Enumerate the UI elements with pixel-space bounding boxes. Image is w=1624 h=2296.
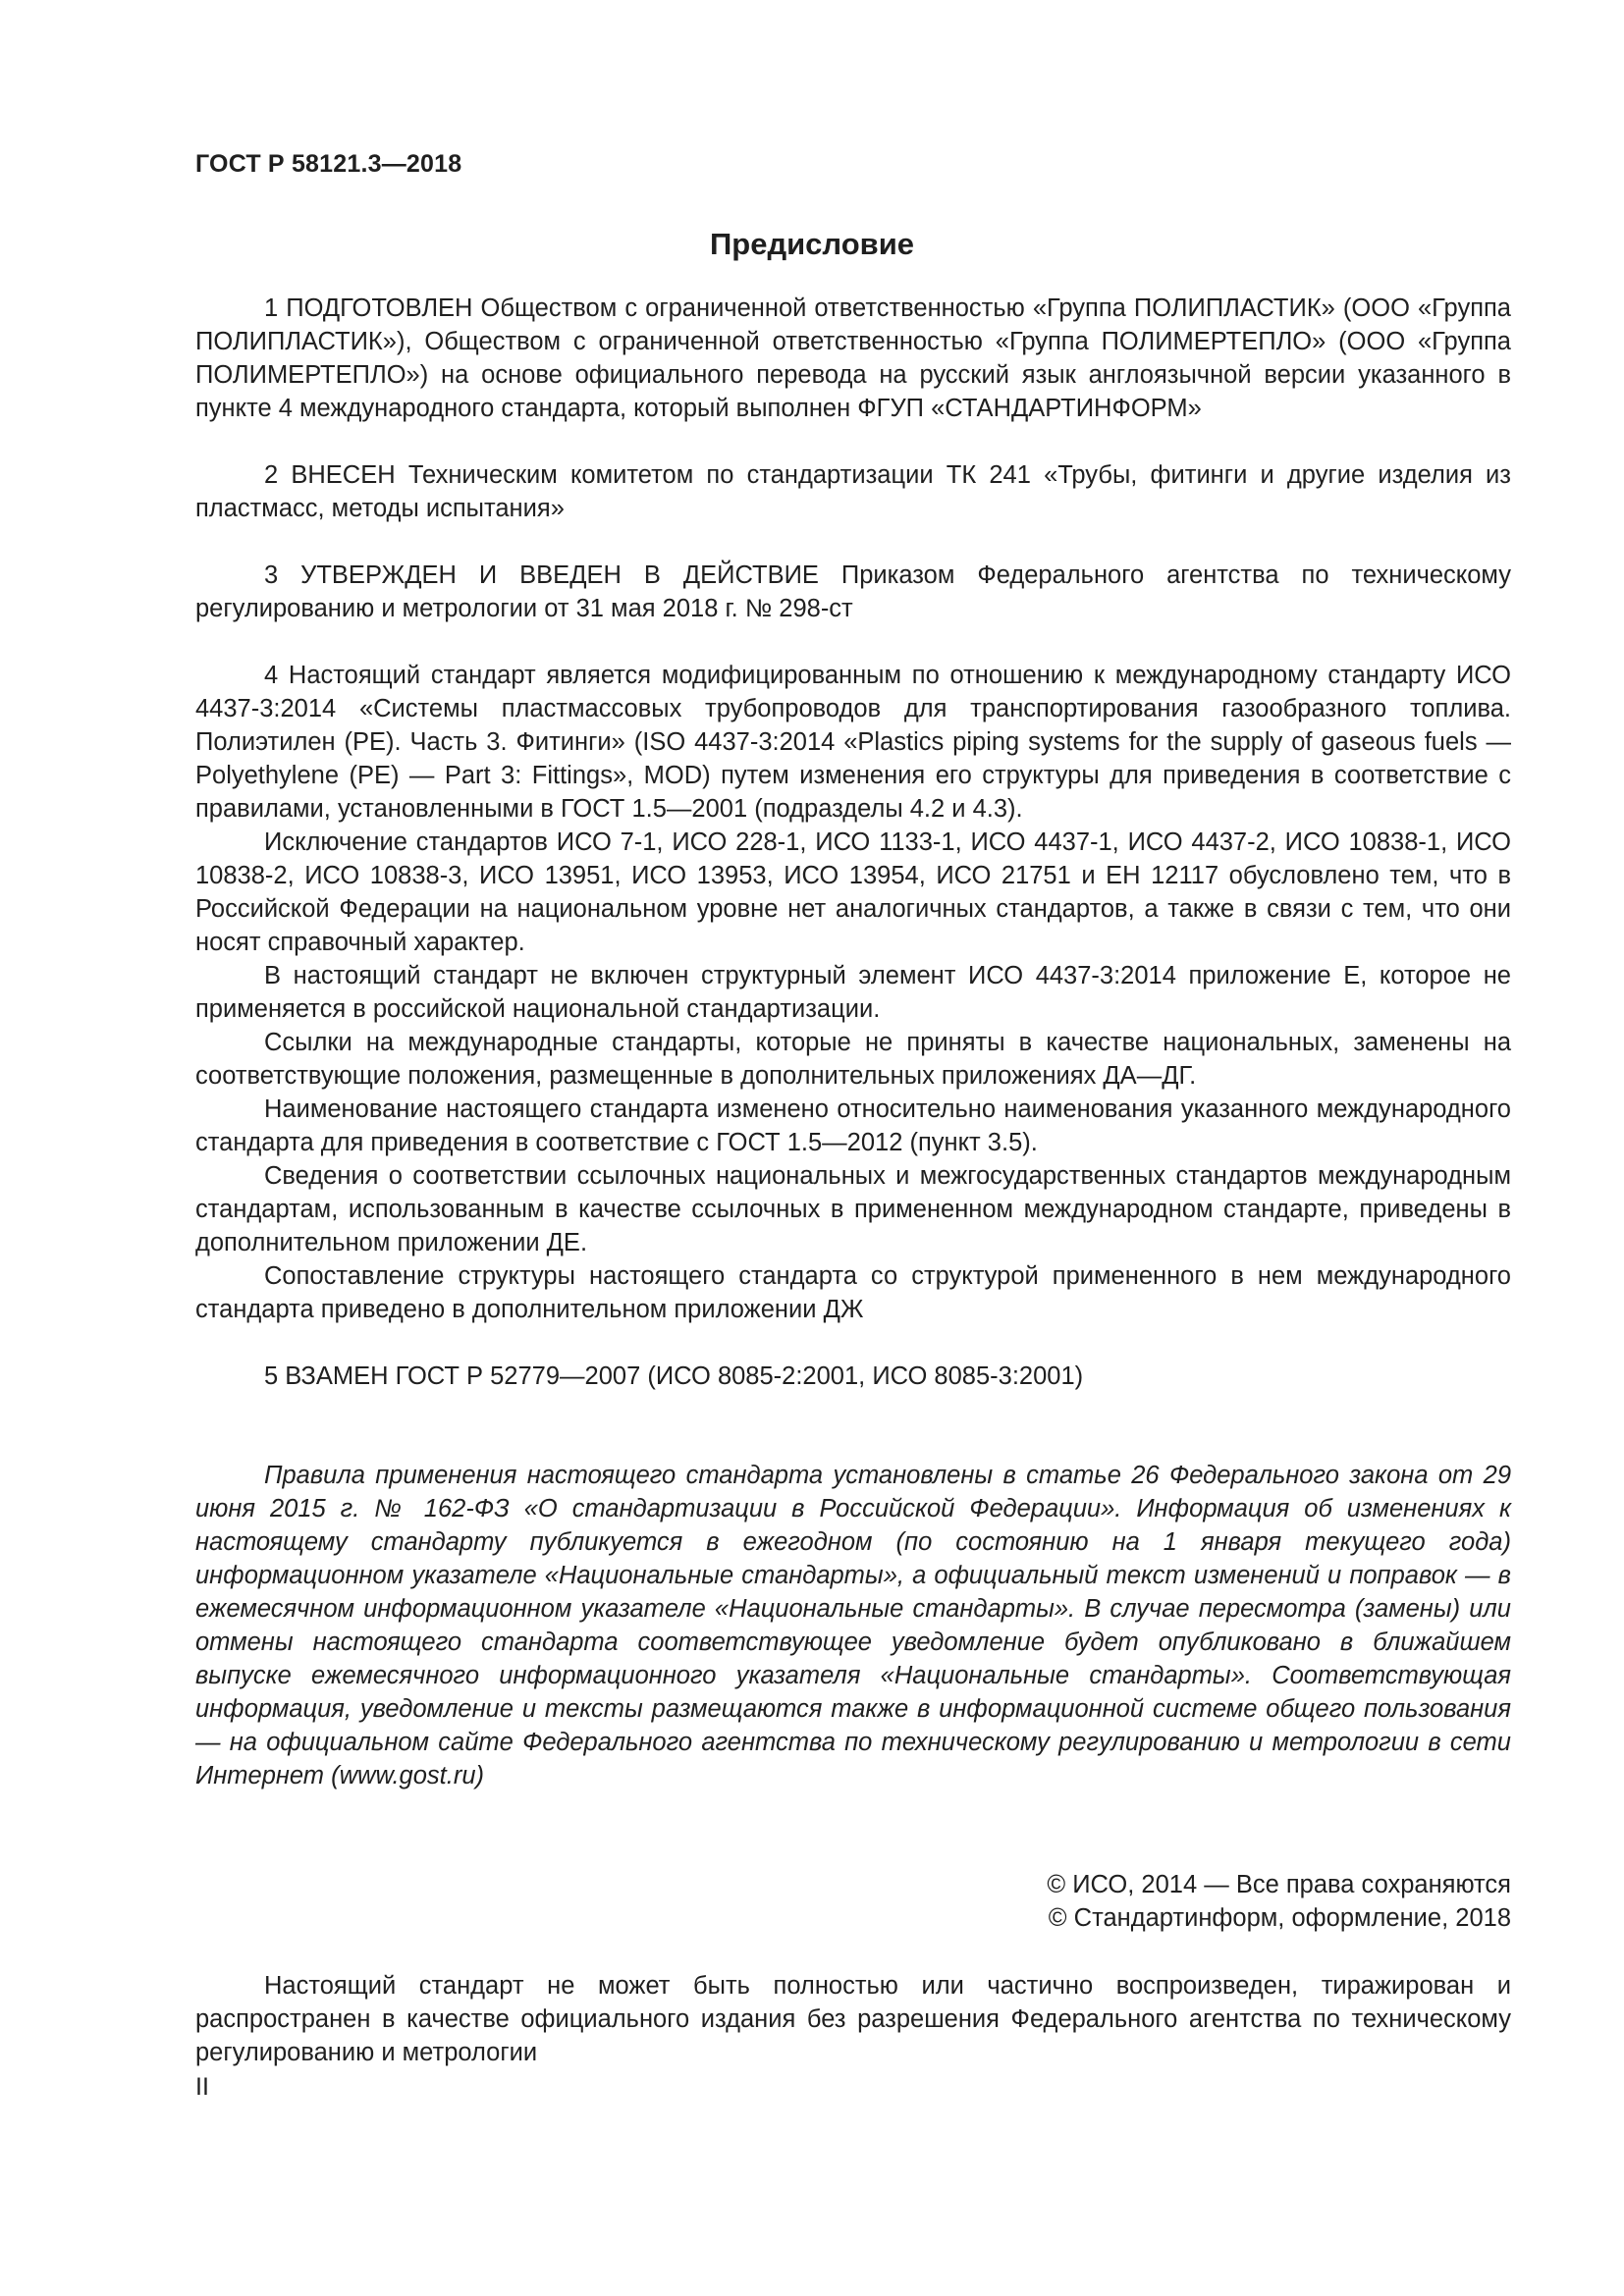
item-paragraph: 1 ПОДГОТОВЛЕН Обществом с ограниченной ответственностью «Группа ПОЛИПЛАСТИК» (ООО «Группа ПОЛИПЛАСТИК»), Обществом с ограниченной ответственностью «Группа ПОЛИМЕРТЕПЛО» (ООО «Группа ПОЛИМЕРТЕПЛО») на основе официального перевода на русский язык англоязычной версии указанного в пункте 4 международного стандарта, который выполнен ФГУП «СТАНДАРТИНФОРМ»	[195, 294, 1511, 422]
item-paragraph: 5 ВЗАМЕН ГОСТ Р 52779—2007 (ИСО 8085-2:2001, ИСО 8085-3:2001)	[264, 1362, 1084, 1390]
item-paragraph: Ссылки на международные стандарты, которые не приняты в качестве национальных, заменены на соответствующие положения, размещенные в дополнительных приложениях ДА—ДГ.	[195, 1029, 1511, 1090]
application-rules-notice: Правила применения настоящего стандарта установлены в статье 26 Федерального закона от 29 июня 2015 г. № 162-ФЗ «О стандартизации в Российской Федерации». Информация об изменениях к настоящему стандарту публикуется в ежегодном (по состоянию на 1 января текущего года) информационном указателе «Национальные стандарты», а официальный текст изменений и поправок — в ежемесячном информационном указателе «Национальные стандарты». В случае пересмотра (замены) или отмены настоящего стандарта соответствующее уведомление будет опубликовано в ближайшем выпуске ежемесячного информационного указателя «Национальные стандарты». Соответствующая информация, уведомление и тексты размещаются также в информационной системе общего пользования — на официальном сайте Федерального агентства по техническому регулированию и метрологии в сети Интернет (www.gost.ru)	[195, 1462, 1511, 1789]
item-paragraph: Наименование настоящего стандарта изменено относительно наименования указанного международного стандарта для приведения в соответствие с ГОСТ 1.5—2012 (пункт 3.5).	[195, 1095, 1511, 1156]
page-number: II	[195, 2073, 209, 2101]
preface-item-1	[195, 292, 1511, 425]
item-paragraph: Сведения о соответствии ссылочных национальных и межгосударственных стандартов международным стандартам, использованным в качестве ссылочных в примененном международном стандарте, приведены в дополнительном приложении ДЕ.	[195, 1162, 1511, 1256]
preface-body	[195, 292, 1511, 1393]
preface-item-5	[195, 1360, 1511, 1393]
item-paragraph: 3 УТВЕРЖДЕН И ВВЕДЕН В ДЕЙСТВИЕ Приказом Федерального агентства по техническому регулированию и метрологии от 31 мая 2018 г. № 298-ст	[195, 561, 1511, 622]
copyright-standartinform: © Стандартинформ, оформление, 2018	[1048, 1904, 1511, 1932]
item-paragraph: Сопоставление структуры настоящего стандарта со структурой примененного в нем международного стандарта приведено в дополнительном приложении ДЖ	[195, 1262, 1511, 1323]
copyright-iso: © ИСО, 2014 — Все права сохраняются	[1047, 1871, 1511, 1898]
item-paragraph: В настоящий стандарт не включен структурный элемент ИСО 4437-3:2014 приложение E, которое не применяется в российской национальной стандартизации.	[195, 962, 1511, 1023]
standard-code: ГОСТ Р 58121.3—2018	[195, 150, 462, 178]
item-paragraph: 2 ВНЕСЕН Техническим комитетом по стандартизации ТК 241 «Трубы, фитинги и другие изделия из пластмасс, методы испытания»	[195, 461, 1511, 522]
page-title: Предисловие	[709, 227, 914, 261]
item-paragraph: 4 Настоящий стандарт является модифицированным по отношению к международному стандарту ИСО 4437-3:2014 «Системы пластмассовых трубопроводов для транспортирования газообразного топлива. Полиэтилен (PE). Часть 3. Фитинги» (ISO 4437-3:2014 «Plastics piping systems for the supply of gaseous fuels — Polyethylene (PE) — Part 3: Fittings», MOD) путем изменения его структуры для приведения в соответствие с правилами, установленными в ГОСТ 1.5—2001 (подразделы 4.2 и 4.3).	[195, 662, 1511, 823]
preface-item-4	[195, 659, 1511, 1326]
item-paragraph: Исключение стандартов ИСО 7-1, ИСО 228-1, ИСО 1133-1, ИСО 4437-1, ИСО 4437-2, ИСО 10838-1, ИСО 10838-2, ИСО 10838-3, ИСО 13951, ИСО 13953, ИСО 13954, ИСО 21751 и ЕН 12117 обусловлено тем, что в Российской Федерации на национальном уровне нет аналогичных стандартов, а также в связи с тем, что они носят справочный характер.	[195, 828, 1511, 956]
reprint-notice: Настоящий стандарт не может быть полностью или частично воспроизведен, тиражирован и распространен в качестве официального издания без разрешения Федерального агентства по техническому регулированию и метрологии	[195, 1972, 1511, 2066]
preface-item-2	[195, 458, 1511, 525]
copyright-block	[1047, 1868, 1511, 1935]
preface-item-3	[195, 559, 1511, 625]
